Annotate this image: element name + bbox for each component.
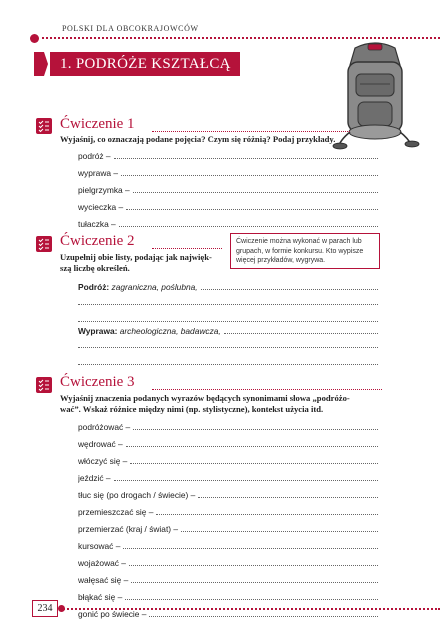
checklist-icon <box>36 377 52 393</box>
exercise-2-rule <box>152 248 222 249</box>
footer-rule <box>60 608 440 610</box>
exercise-1-instruction: Wyjaśnij, co oznaczają podane pojęcia? Czym się różnią? Podaj przykłady. <box>60 134 336 144</box>
answer-line[interactable]: jeździć – <box>78 473 378 483</box>
blank-answer-line[interactable] <box>78 321 378 322</box>
answer-line[interactable]: wędrować – <box>78 439 378 449</box>
blank-answer-line[interactable] <box>78 304 378 305</box>
answer-line[interactable]: pielgrzymka – <box>78 185 378 195</box>
blank-answer-line[interactable] <box>78 347 378 348</box>
list-1-line[interactable] <box>78 282 378 292</box>
note-box: Ćwiczenie można wykonać w parach lub grupach, w formie konkursu. Kto wypisze więcej przykładów, wygrywa. <box>230 233 380 269</box>
list-2-line[interactable] <box>78 326 378 336</box>
answer-line[interactable]: wojażować – <box>78 558 378 568</box>
running-head: POLSKI DLA OBCOKRAJOWCÓW <box>62 24 199 33</box>
checklist-icon <box>36 236 52 252</box>
answer-line[interactable]: przemieszczać się – <box>78 507 378 517</box>
exercise-3-rule <box>152 389 382 390</box>
exercise-2-instruction-line1: Uzupełnij obie listy, podając jak najwięk- <box>60 252 212 262</box>
answer-line[interactable]: błąkać się – <box>78 592 378 602</box>
list-2-label: Wyprawa: <box>78 326 118 336</box>
header-rule <box>42 37 440 39</box>
blank-answer-line[interactable] <box>78 364 378 365</box>
answer-line[interactable]: przemierzać (kraj / świat) – <box>78 524 378 534</box>
answer-line[interactable]: tułaczka – <box>78 219 378 229</box>
answer-line[interactable]: kursować – <box>78 541 378 551</box>
exercise-2-instruction-line2: szą liczbę określeń. <box>60 263 130 273</box>
header-dot <box>30 34 39 43</box>
page-number: 234 <box>32 600 58 617</box>
list-2-examples: archeologiczna, badawcza, <box>119 326 221 336</box>
exercise-2-title: Ćwiczenie 2 <box>60 233 135 249</box>
answer-line[interactable]: tłuc się (po drogach / świecie) – <box>78 490 378 500</box>
answer-line[interactable]: podróż – <box>78 151 378 161</box>
list-1-examples: zagraniczna, poślubna, <box>111 282 198 292</box>
answer-line[interactable]: wycieczka – <box>78 202 378 212</box>
exercise-1-title: Ćwiczenie 1 <box>60 116 135 132</box>
list-1-label: Podróż: <box>78 282 110 292</box>
exercise-3-title: Ćwiczenie 3 <box>60 374 135 390</box>
answer-line[interactable]: podróżować – <box>78 422 378 432</box>
chapter-title: 1. PODRÓŻE KSZTAŁCĄ <box>50 52 240 76</box>
answer-line[interactable]: włóczyć się – <box>78 456 378 466</box>
banner-chevron-icon <box>34 52 48 76</box>
answer-line[interactable]: wyprawa – <box>78 168 378 178</box>
exercise-3-instruction-line2: wać”. Wskaż różnice między nimi (np. stylistyczne), kontekst użycia itd. <box>60 404 324 414</box>
exercise-1-rule <box>152 131 350 132</box>
answer-line[interactable]: gonić po świecie – <box>78 609 378 619</box>
answer-line[interactable]: wałęsać się – <box>78 575 378 585</box>
checklist-icon <box>36 118 52 134</box>
exercise-3-instruction-line1: Wyjaśnij znaczenia podanych wyrazów będących synonimami słowa „podróżo- <box>60 393 350 403</box>
